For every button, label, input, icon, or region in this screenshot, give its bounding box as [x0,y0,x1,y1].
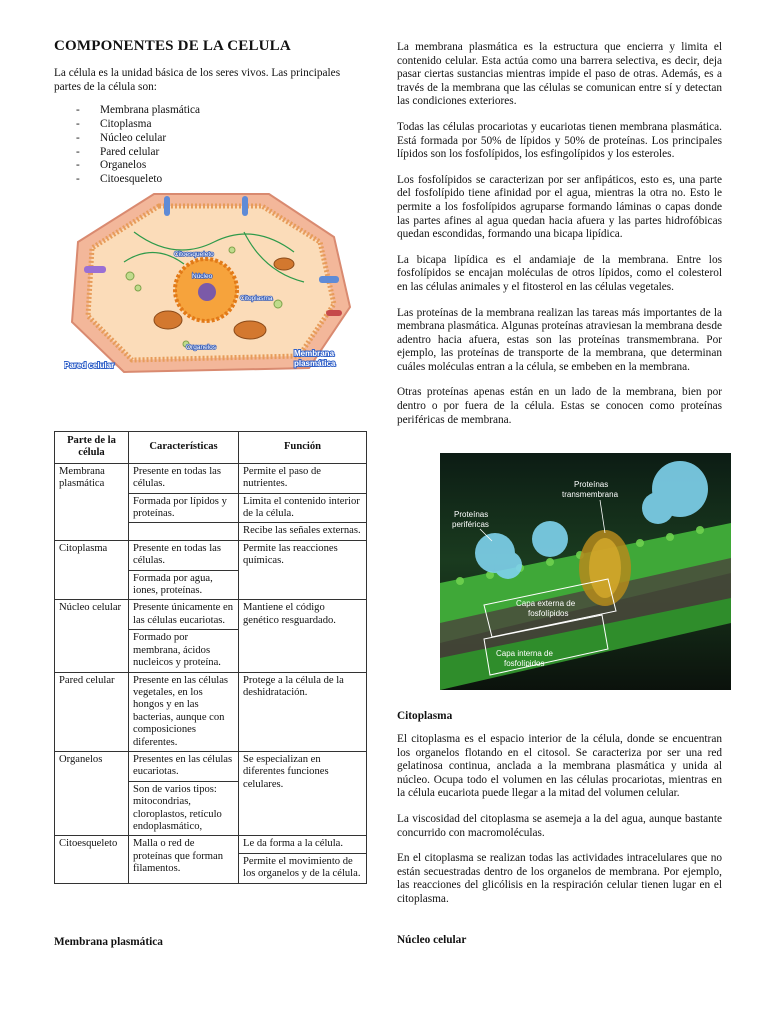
parts-list [54,104,368,187]
function-cell: Se especializan en diferentes funciones celulares. [239,751,367,835]
list-item: - Pared celular [76,146,368,160]
citoplasma-section [397,733,722,907]
inner-layer-label-line2: fosfolípidos [504,659,545,668]
mitochondrion [274,258,294,270]
characteristic-cell: Formada por agua, iones, proteínas. [129,570,239,600]
paragraph: La viscosidad del citoplasma se asemeja a la del agua, aunque bastante concurrido con macromoléculas. [397,812,722,839]
peripheral-label-line1: Proteínas [454,510,489,519]
part-cell: Membrana plasmática [55,463,129,540]
paragraph: Las proteínas de la membrana realizan las tareas más importantes de la membrana plasmática. Algunas proteínas atraviesan la membrana desde adentro hacia afuera, estas son las proteínas transmembrana. Por ejemplo, las proteínas de transporte de la membrana, que determinan cuáles moléculas entran a la célula, se embeben en la membrana. [397,306,722,373]
function-cell: Permite el movimiento de los organelos y de la célula. [239,853,367,883]
list-item: - Organelos [76,159,368,173]
table-row [55,751,367,781]
characteristic-cell: Presente en las células vegetales, en los hongos y en las bacterias, aunque con composiciones diferentes. [129,672,239,751]
list-item: - Citoplasma [76,118,368,132]
part-cell: Organelos [55,751,129,835]
function-cell: Protege a la célula de la deshidratación. [239,672,367,751]
function-cell: Le da forma a la célula. [239,836,367,853]
nucleolus [198,283,216,301]
membrane-diagram [440,453,731,690]
cell-parts-table [54,431,367,884]
function-cell: Permite las reacciones químicas. [239,540,367,600]
list-item: - Citoesqueleto [76,173,368,187]
right-column [397,41,722,427]
table-row [55,463,367,493]
intro-paragraph: La célula es la unidad básica de los seres vivos. Las principales partes de la célula son: [54,67,341,93]
mitochondrion [234,321,266,339]
peripheral-label-line2: periféricas [452,520,489,529]
outer-layer-label-line1: Capa externa de [516,599,576,608]
list-item: - Membrana plasmática [76,104,368,118]
header-characteristics: Características [129,432,239,464]
cell-wall-label: Pared celular [64,361,115,370]
header-function: Función [239,432,367,464]
inner-layer-label-line1: Capa interna de [496,649,553,658]
paragraph: La bicapa lipídica es el andamiaje de la membrana. Entre los fosfolípidos se encajan moléculas de otros lípidos, como el colesterol en las células animales y el fitosterol en las células vegetales. [397,253,722,293]
function-cell: Recibe las señales externas. [239,523,367,540]
function-cell: Limita el contenido interior de la célula. [239,493,367,523]
membrane-label-line2: plasmática [294,359,336,368]
transmembrane-label-line1: Proteínas [574,480,609,489]
table-header-row [55,432,367,464]
cytoskeleton-label: Citoesqueleto [174,251,214,258]
part-cell: Citoplasma [55,540,129,600]
paragraph: Otras proteínas apenas están en un lado de la membrana, bien por dentro o por fuera de la célula. Estas se conocen como proteínas periféricas de membrana. [397,386,722,426]
header-part: Parte de la célula [55,432,129,464]
function-cell: Permite el paso de nutrientes. [239,463,367,493]
transmembrane-label-line2: transmembrana [562,490,619,499]
table-row [55,836,367,853]
part-cell: Citoesqueleto [55,836,129,883]
characteristic-cell: Presente en todas las células. [129,540,239,570]
table-row [55,672,367,751]
membrane-section-heading: Membrana plasmática [54,936,163,948]
paragraph: Los fosfolípidos se caracterizan por ser anfipáticos, esto es, una parte del fosfolípido tiene afinidad por el agua, mientras la otra no. Esto le permite a los fosfolípidos agruparse formando láminas o capas donde las partes afines al agua quedan hacia afuera y las partes hidrofóbicas quedan escondidas, formando una bicapa lipídica. [397,173,722,241]
characteristic-cell [129,523,239,540]
mitochondrion [154,311,182,329]
paragraph: En el citoplasma se realizan todas las actividades intracelulares que no están secuestradas dentro de los organelos de membrana. Por ejemplo, las reacciones del glicólisis en la respiración celular tienen lugar en el citoplasma. [397,852,722,905]
paragraph: El citoplasma es el espacio interior de la célula, donde se encuentran los organelos flotando en el citosol. Se caracteriza por ser una red gelatinosa continua, anclada a la membrana plasmática y unida al núcleo. Ocupa todo el volumen en las células procariotas, mientras en la célula eucariota puede llegar a la mitad del volumen celular. [397,733,722,800]
cell-diagram [64,192,356,378]
paragraph: Todas las células procariotas y eucariotas tienen membrana plasmática. Está formada por 50% de lípidos y 50% de proteínas. Los principales lípidos son los fosfolípidos, los esfingolípidos y los esteroles. [397,120,722,161]
page-title: COMPONENTES DE LA CELULA [54,38,291,54]
outer-layer-label-line2: fosfolípidos [528,609,569,618]
list-item: - Núcleo celular [76,132,368,146]
cytoplasm-label: Citoplasma [240,295,273,302]
characteristic-cell: Presentes en las células eucariotas. [129,751,239,781]
nucleus-section-heading: Núcleo celular [397,934,467,946]
characteristic-cell: Son de varios tipos: mitocondrias, cloroplastos, retículo endoplasmático, [129,781,239,836]
membrane-label-line1: Membrana [294,349,335,358]
characteristic-cell: Formada por lípidos y proteínas. [129,493,239,523]
citoplasma-heading: Citoplasma [397,710,453,722]
function-cell: Mantiene el código genético resguardado. [239,600,367,672]
part-cell: Pared celular [55,672,129,751]
characteristic-cell: Presente únicamente en las células eucariotas. [129,600,239,630]
transmembrane-protein [579,530,631,606]
characteristic-cell: Presente en todas las células. [129,463,239,493]
characteristic-cell: Formado por membrana, ácidos nucleicos y proteína. [129,630,239,672]
part-cell: Núcleo celular [55,600,129,672]
organelles-label: Organelos [186,344,216,351]
table-row [55,600,367,630]
left-column [54,38,368,187]
table-row [55,540,367,570]
nucleus-label: Núcleo [192,273,213,280]
paragraph: La membrana plasmática es la estructura que encierra y limita el contenido celular. Esta actúa como una barrera selectiva, es decir, deja pasar ciertas sustancias mientras impide el paso de otras. Además, es a través de la membrana que las células se comunican entre sí y detectan las condiciones exteriores. [397,41,722,108]
characteristic-cell: Malla o red de proteínas que forman filamentos. [129,836,239,883]
